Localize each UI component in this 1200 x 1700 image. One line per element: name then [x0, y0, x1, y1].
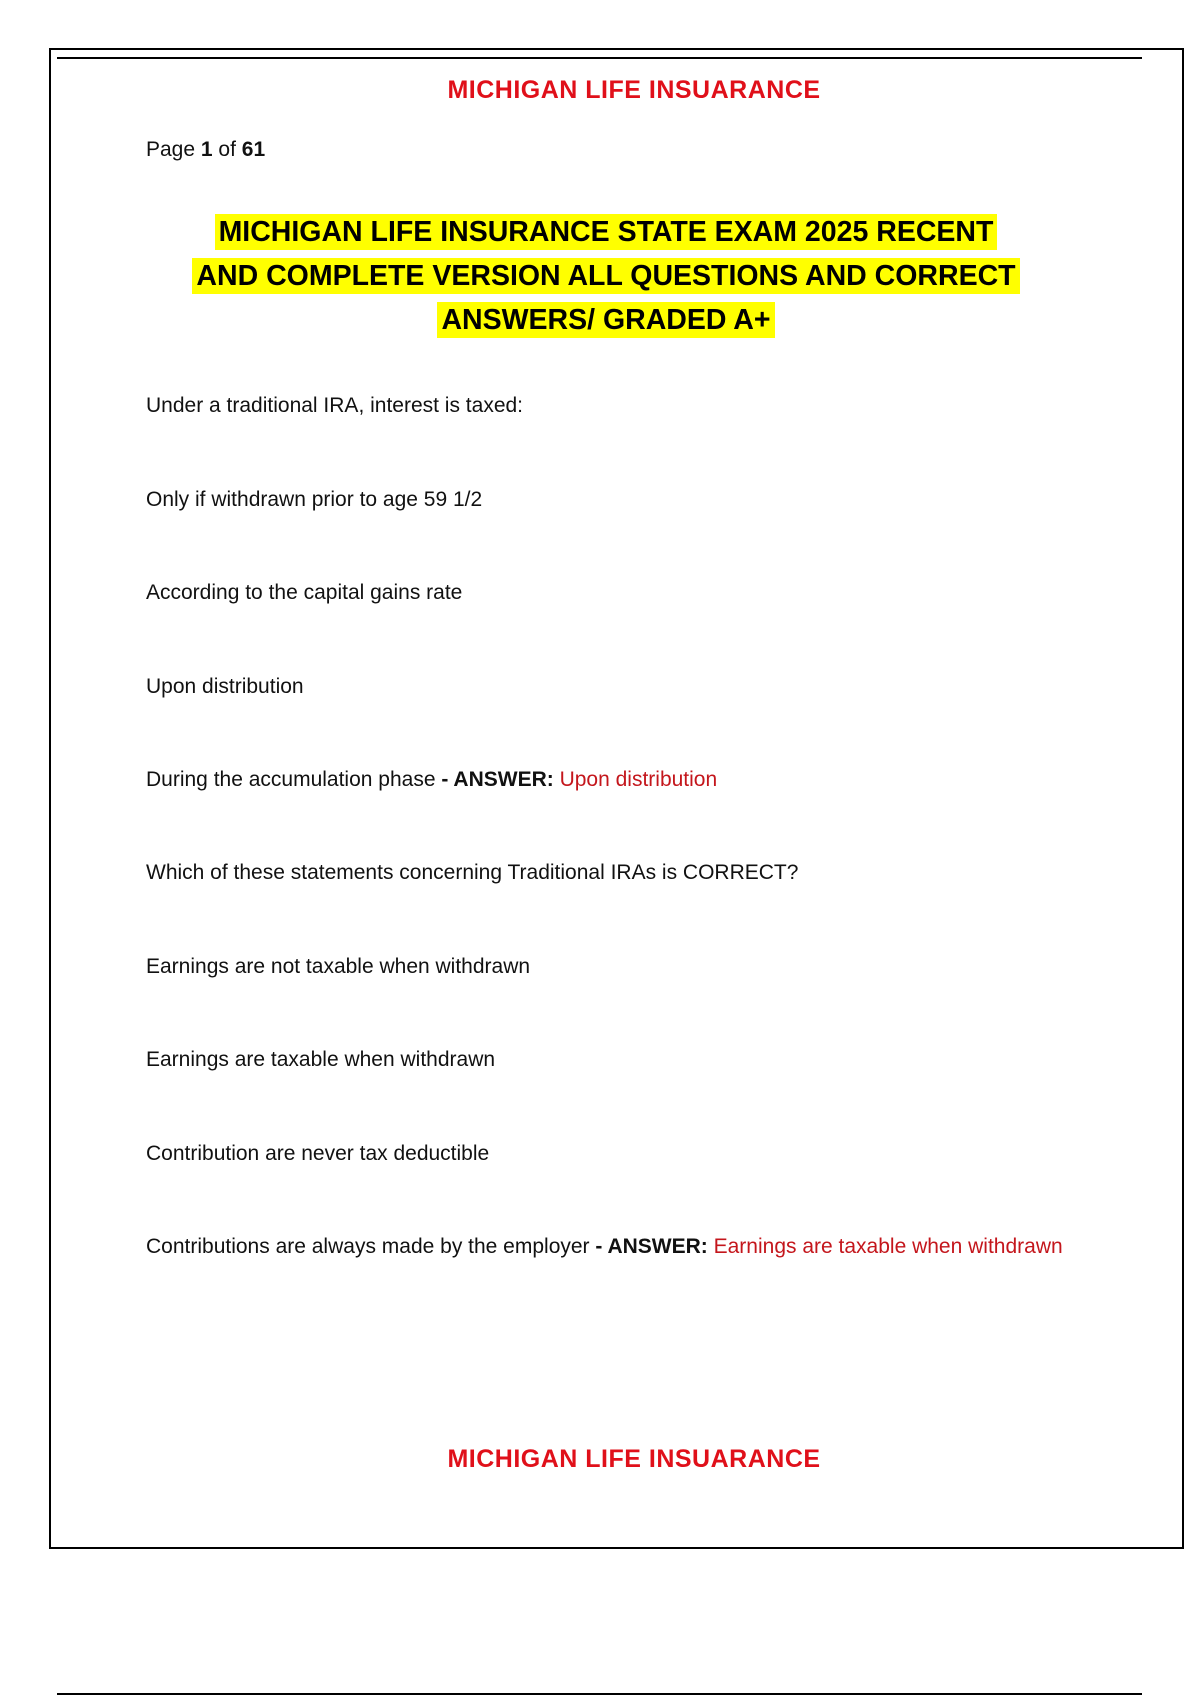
question-1-prompt: Under a traditional IRA, interest is taxed:: [146, 394, 524, 417]
question-2-option-1: Earnings are not taxable when withdrawn: [146, 955, 531, 978]
question-2-option-3: Contribution are never tax deductible: [146, 1142, 490, 1165]
question-2-answer: Earnings are taxable when withdrawn: [713, 1235, 1063, 1258]
title-line-3: ANSWERS/ GRADED A+: [437, 302, 774, 338]
page-prefix: Page: [146, 138, 196, 161]
answer-label: - ANSWER:: [595, 1235, 708, 1258]
question-2-option-2: Earnings are taxable when withdrawn: [146, 1048, 496, 1071]
bottom-rule: [57, 1693, 1142, 1695]
page-indicator: [146, 138, 265, 162]
page-total: 61: [241, 138, 266, 161]
question-1-option-4: During the accumulation phase: [146, 768, 436, 791]
question-1-answer: Upon distribution: [559, 768, 718, 791]
question-1-option-1: Only if withdrawn prior to age 59 1/2: [146, 488, 483, 511]
question-2-option-4: Contributions are always made by the employer: [146, 1235, 590, 1258]
question-1-option-4-with-answer: [146, 768, 717, 792]
footer-brand: MICHIGAN LIFE INSUARANCE: [447, 1445, 821, 1473]
title-line-2: AND COMPLETE VERSION ALL QUESTIONS AND CORRECT: [192, 258, 1019, 294]
top-rule: [57, 57, 1142, 59]
header-brand: MICHIGAN LIFE INSUARANCE: [447, 76, 821, 104]
answer-label: - ANSWER:: [441, 768, 554, 791]
document-title: [146, 210, 1066, 342]
question-2-prompt: Which of these statements concerning Traditional IRAs is CORRECT?: [146, 861, 799, 884]
question-2-option-4-with-answer: [146, 1235, 1063, 1259]
question-1-option-2: According to the capital gains rate: [146, 581, 463, 604]
title-line-1: MICHIGAN LIFE INSURANCE STATE EXAM 2025 RECENT: [215, 214, 998, 250]
page-current: 1: [200, 138, 213, 161]
page-separator: of: [218, 138, 236, 161]
question-1-option-3: Upon distribution: [146, 675, 304, 698]
